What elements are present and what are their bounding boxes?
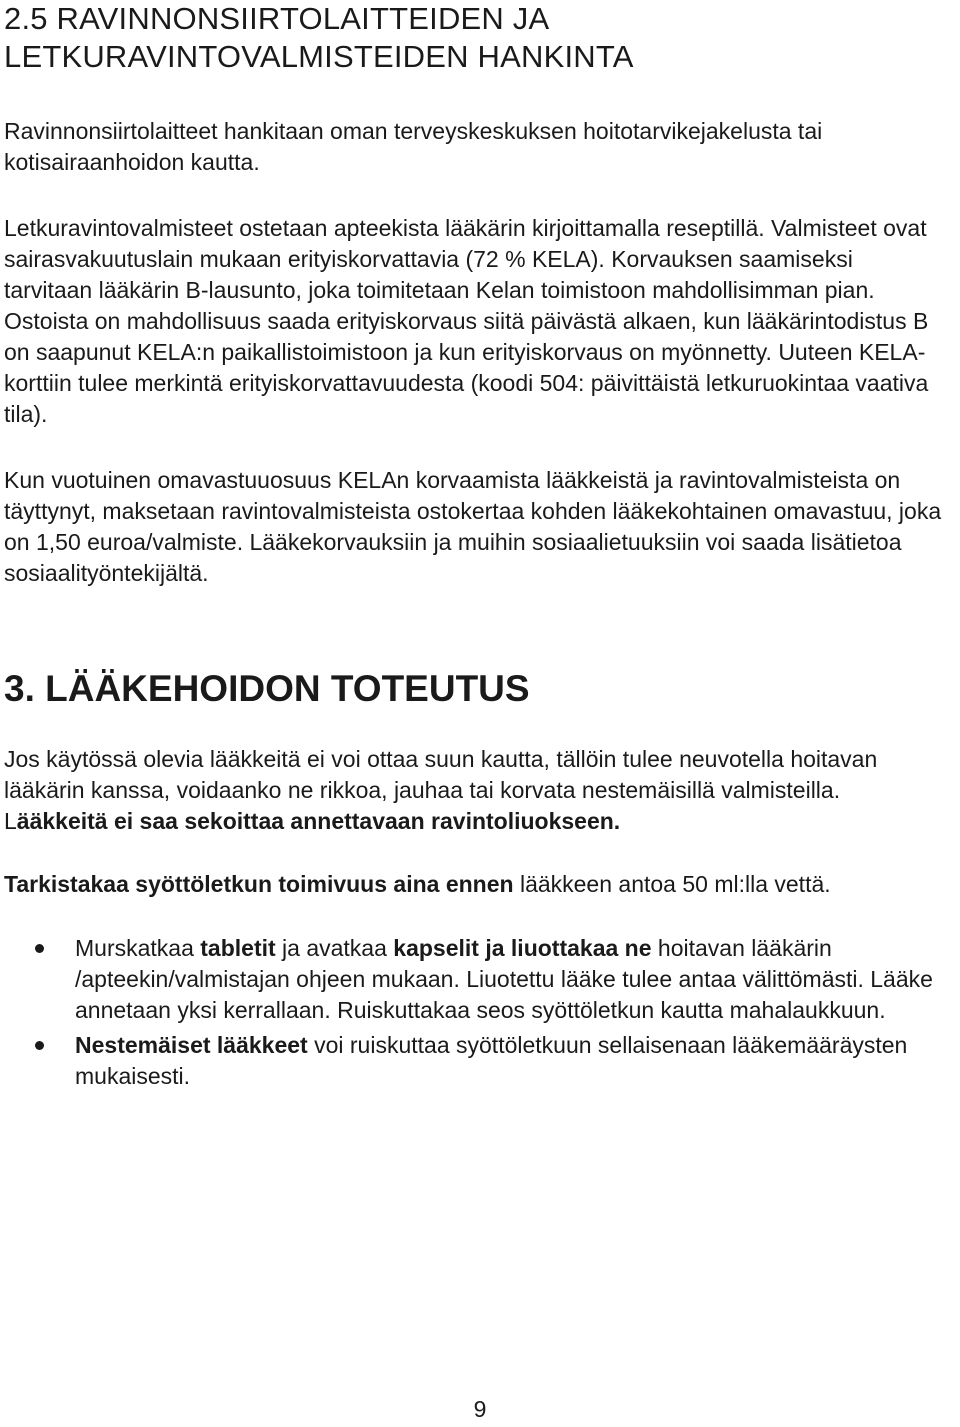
paragraph-check-tube [4,869,946,900]
paragraph-medication-text: Jos käytössä olevia lääkkeitä ei voi ottaa suun kautta, tällöin tulee neuvotella hoitavan lääkärin kanssa, voidaanko ne rikkoa, jauhaa tai korvata nestemäisillä valmisteilla. L [4,746,878,834]
list-item-text: Murskatkaa [75,935,201,961]
bullet-icon [35,944,44,953]
list-item-bold: kapselit ja liuottakaa ne [393,935,652,961]
paragraph-medication-warning: ääkkeitä ei saa sekoittaa annettavaan ravintoliuokseen. [16,808,621,834]
paragraph-prescription: Letkuravintovalmisteet ostetaan apteekista lääkärin kirjoittamalla reseptillä. Valmisteet ovat sairasvakuutuslain mukaan erityiskorvattavia (72 % KELA). Korvauksen saamiseksi tarvitaan lääkärin B-lausunto, joka toimitetaan Kelan toimistoon mahdollisimman pian. Ostoista on mahdollisuus saada erityiskorvaus siitä päivästä alkaen, kun lääkärintodistus B on saapunut KELA:n paikallistoimistoon ja kun erityiskorvaus on myönnetty. Uuteen KELA-korttiin tulee merkintä erityiskorvattavuudesta (koodi 504: päivittäistä letkuruokintaa vaativa tila). [4,215,929,427]
list-item-bold: tabletit [200,935,276,961]
list-item-bold: Nestemäiset lääkkeet [75,1032,308,1058]
paragraph-medication [4,744,946,837]
section-heading [4,0,946,76]
page-number: 9 [473,1396,487,1422]
list-item [75,1030,946,1092]
list-item [75,933,946,1026]
list-item-text: hoitavan lääkärin /apteekin/valmistajan ohjeen mukaan. Liuotettu lääke tulee antaa välittömästi. Lääke annetaan yksi kerrallaan. Ruiskuttakaa seos syöttöletkun kautta mahalaukkuun. [75,935,933,1023]
paragraph-check-tube-text: lääkkeen antoa 50 ml:lla vettä. [513,871,831,897]
paragraph-check-tube-bold: Tarkistakaa syöttöletkun toimivuus aina ennen [4,871,514,897]
list-item-text: voi ruiskuttaa syöttöletkuun sellaisenaan lääkemääräysten mukaisesti. [75,1032,908,1089]
bullet-icon [35,1041,44,1050]
section-heading-line2: LETKURAVINTOVALMISTEIDEN HANKINTA [4,39,634,74]
section-heading-line1: 2.5 RAVINNONSIIRTOLAITTEIDEN JA [4,1,550,36]
list-item-text: ja avatkaa [275,935,394,961]
paragraph-deductible: Kun vuotuinen omavastuuosuus KELAn korvaamista lääkkeistä ja ravintovalmisteista on täyttynyt, maksetaan ravintovalmisteista ostokertaa kohden lääkekohtainen omavastuu, joka on 1,50 euroa/valmiste. Lääkekorvauksiin ja muihin sosiaalietuuksiin voi saada lisätietoa sosiaalityöntekijältä. [4,467,942,586]
instruction-list [4,933,946,1092]
paragraph-equipment: Ravinnonsiirtolaitteet hankitaan oman terveyskeskuksen hoitotarvikejakelusta tai kotisairaanhoidon kautta. [4,118,823,175]
chapter-heading: 3. LÄÄKEHOIDON TOTEUTUS [4,668,530,709]
